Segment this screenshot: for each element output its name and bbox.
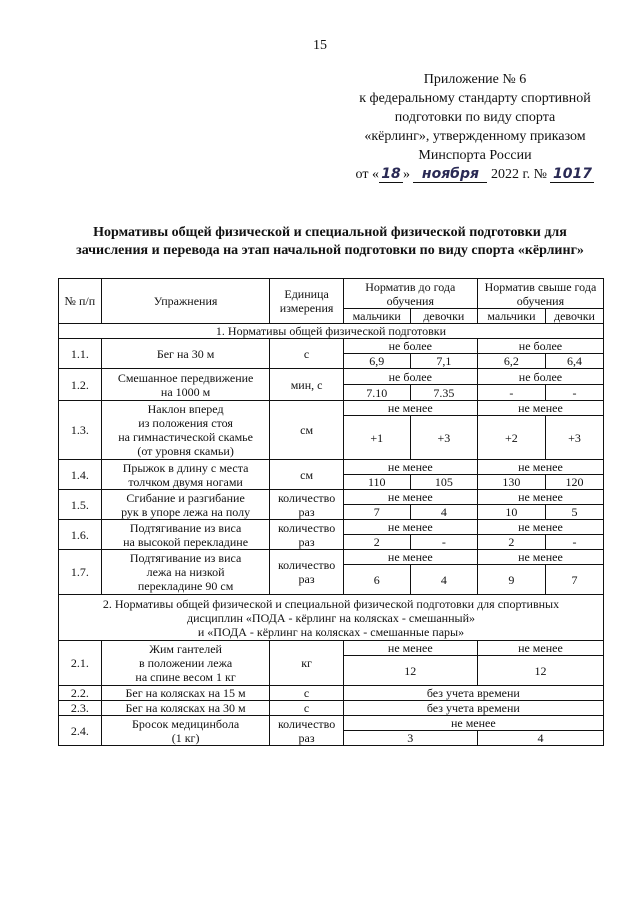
condition: не более — [477, 369, 603, 385]
exercise-line: Подтягивание из виса — [129, 520, 242, 535]
header-unit: Единица измерения — [270, 279, 343, 324]
appendix-title: Приложение № 6 — [423, 72, 527, 87]
value-cell: 7.35 — [410, 385, 477, 401]
value-cell: - — [477, 385, 545, 401]
exercise-line: (1 кг) — [171, 730, 200, 745]
exercise-line: Жим гантелей — [149, 642, 222, 656]
exercise-line: Бросок медицинбола — [132, 716, 240, 731]
exercise-name — [101, 460, 270, 490]
value-cell: 2 — [343, 535, 410, 550]
exercise-line: перекладине 90 см — [137, 579, 234, 593]
exercise-line: на спине весом 1 кг — [135, 670, 236, 684]
exercise-line: из положения стоя — [138, 416, 233, 430]
value-cell: 110 — [343, 475, 410, 490]
exercise-line: в положении лежа — [138, 656, 233, 670]
exercise-name — [101, 369, 270, 401]
exercise-name: Бег на 30 м — [101, 339, 270, 369]
unit: кг — [270, 641, 343, 686]
header-boys: мальчики — [343, 309, 410, 324]
title-line: Нормативы общей физической и специальной физической подготовки для — [93, 225, 567, 240]
row-number: 2.2. — [59, 686, 102, 701]
condition: не менее — [343, 460, 477, 475]
unit-line: раз — [298, 504, 315, 519]
condition: не более — [477, 339, 603, 354]
condition: не менее — [477, 641, 603, 656]
title-line: зачисления и перевода на этап начальной подготовки по виду спорта «кёрлинг» — [76, 243, 584, 258]
exercise-name — [101, 716, 270, 746]
unit-line: количество — [277, 716, 336, 731]
value-cell: 130 — [477, 475, 545, 490]
section-line: 2. Нормативы общей физической и специальной физической подготовки для спортивных — [102, 596, 560, 611]
value-cell: 6 — [343, 565, 410, 595]
condition: не менее — [343, 550, 477, 565]
row-number: 1.5. — [59, 490, 102, 520]
header-exercise: Упражнения — [101, 279, 270, 324]
unit-line: раз — [298, 730, 315, 745]
exercise-line: лежа на низкой — [146, 565, 225, 579]
condition: не менее — [477, 460, 603, 475]
order-month: ноября — [413, 166, 487, 183]
unit — [270, 490, 343, 520]
value-cell: 7,1 — [410, 354, 477, 369]
value-cell: 7 — [545, 565, 603, 595]
exercise-name — [101, 550, 270, 595]
value-cell: 2 — [477, 535, 545, 550]
document-title — [40, 224, 620, 260]
exercise-line: Наклон вперед — [147, 402, 224, 416]
order-year: 2022 г. № — [490, 167, 547, 182]
value-cell: без учета времени — [343, 701, 603, 716]
section-heading: 1. Нормативы общей физической подготовки — [59, 324, 604, 339]
unit: с — [270, 686, 343, 701]
section-line: и «ПОДА - кёрлинг на колясках - смешанные пары» — [197, 624, 465, 639]
row-number: 1.7. — [59, 550, 102, 595]
unit: с — [270, 339, 343, 369]
value-cell: 9 — [477, 565, 545, 595]
condition: не менее — [477, 550, 603, 565]
value-cell: 10 — [477, 505, 545, 520]
row-number: 2.3. — [59, 701, 102, 716]
exercise-line: Смешанное передвижение — [117, 370, 254, 385]
value-cell: 6,4 — [545, 354, 603, 369]
value-cell: - — [545, 535, 603, 550]
condition: не менее — [343, 520, 477, 535]
condition: не менее — [343, 641, 477, 656]
value-cell: 4 — [477, 731, 603, 746]
row-number: 1.6. — [59, 520, 102, 550]
exercise-name: Бег на колясках на 15 м — [101, 686, 270, 701]
exercise-line: на высокой перекладине — [123, 534, 249, 549]
unit — [270, 520, 343, 550]
unit-line: количество — [277, 558, 336, 572]
condition: не менее — [343, 490, 477, 505]
condition: не менее — [343, 716, 603, 731]
condition: не более — [343, 369, 477, 385]
condition: не более — [343, 339, 477, 354]
header-num: № п/п — [59, 279, 102, 324]
value-cell: +1 — [343, 416, 410, 460]
row-number: 1.4. — [59, 460, 102, 490]
order-mid: » — [402, 167, 410, 182]
value-cell: 7 — [343, 505, 410, 520]
unit — [270, 716, 343, 746]
value-cell: +2 — [477, 416, 545, 460]
order-day: 18 — [379, 166, 403, 183]
value-cell: 4 — [410, 505, 477, 520]
row-number: 2.4. — [59, 716, 102, 746]
section-heading — [59, 595, 604, 641]
unit-line: количество — [277, 520, 336, 535]
appendix-line: «кёрлинг», утвержденному приказом — [364, 129, 586, 144]
value-cell: 7.10 — [343, 385, 410, 401]
header-girls: девочки — [545, 309, 603, 324]
value-cell: 12 — [343, 656, 477, 686]
order-prefix: от « — [355, 167, 379, 182]
exercise-line: Подтягивание из виса — [129, 551, 242, 565]
value-cell: +3 — [545, 416, 603, 460]
section-line: дисциплин «ПОДА - кёрлинг на колясках - смешанный» — [186, 610, 476, 625]
unit — [270, 550, 343, 595]
unit: с — [270, 701, 343, 716]
exercise-line: (от уровня скамьи) — [137, 444, 234, 458]
value-cell: 6,2 — [477, 354, 545, 369]
exercise-name — [101, 641, 270, 686]
unit: см — [270, 460, 343, 490]
appendix-header — [330, 70, 620, 184]
value-cell: - — [545, 385, 603, 401]
exercise-name — [101, 401, 270, 460]
exercise-name: Бег на колясках на 30 м — [101, 701, 270, 716]
condition: не менее — [477, 520, 603, 535]
condition: не менее — [343, 401, 477, 416]
header-norm-before: Норматив до года обучения — [343, 279, 477, 309]
condition: не менее — [477, 490, 603, 505]
appendix-line: Минспорта России — [418, 148, 532, 163]
order-line — [330, 165, 620, 184]
exercise-line: толчком двумя ногами — [128, 474, 243, 489]
value-cell: 4 — [410, 565, 477, 595]
unit: см — [270, 401, 343, 460]
exercise-name — [101, 520, 270, 550]
exercise-name — [101, 490, 270, 520]
row-number: 1.2. — [59, 369, 102, 401]
condition: не менее — [477, 401, 603, 416]
value-cell: 6,9 — [343, 354, 410, 369]
exercise-line: Прыжок в длину с места — [122, 460, 249, 475]
exercise-line: на 1000 м — [160, 384, 211, 399]
page-number: 15 — [313, 38, 327, 53]
appendix-line: подготовки по виду спорта — [394, 110, 556, 125]
order-number: 1017 — [550, 166, 594, 183]
appendix-line: к федеральному стандарту спортивной — [359, 91, 591, 106]
value-cell: 120 — [545, 475, 603, 490]
value-cell: 3 — [343, 731, 477, 746]
exercise-line: рук в упоре лежа на полу — [121, 504, 251, 519]
value-cell: - — [410, 535, 477, 550]
unit-line: раз — [298, 534, 315, 549]
value-cell: без учета времени — [343, 686, 603, 701]
unit: мин, с — [270, 369, 343, 401]
value-cell: 5 — [545, 505, 603, 520]
value-cell: 105 — [410, 475, 477, 490]
value-cell: 12 — [477, 656, 603, 686]
row-number: 1.1. — [59, 339, 102, 369]
header-boys: мальчики — [477, 309, 545, 324]
row-number: 1.3. — [59, 401, 102, 460]
header-girls: девочки — [410, 309, 477, 324]
row-number: 2.1. — [59, 641, 102, 686]
exercise-line: на гимнастической скамье — [118, 430, 253, 444]
unit-line: раз — [298, 572, 315, 586]
exercise-line: Сгибание и разгибание — [126, 490, 245, 505]
unit-line: количество — [277, 490, 336, 505]
value-cell: +3 — [410, 416, 477, 460]
header-norm-after: Норматив свыше года обучения — [477, 279, 603, 309]
norms-table — [58, 278, 604, 746]
